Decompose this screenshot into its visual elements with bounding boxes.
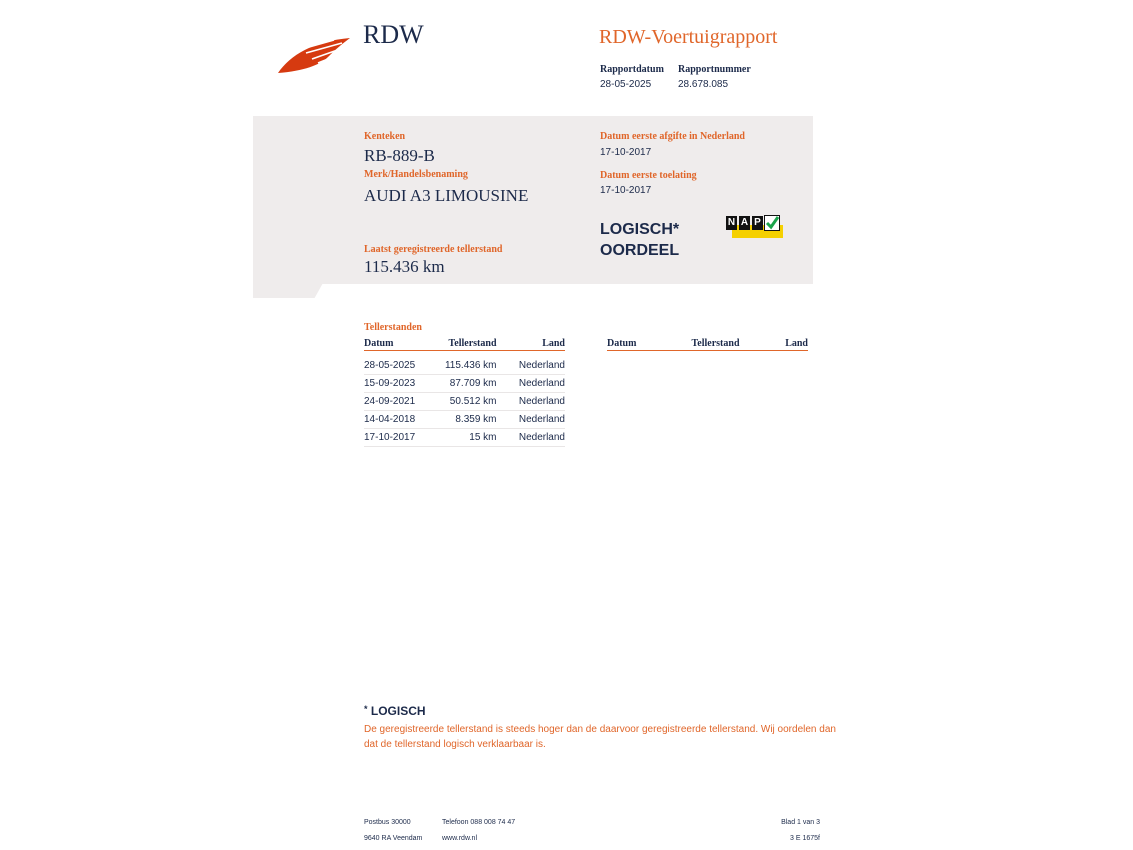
col-header-reading: Tellerstand [448, 338, 497, 349]
cell-reading: 115.436 km [444, 360, 497, 371]
table-row [364, 394, 565, 411]
footer-page-number: Blad 1 van 3 [781, 819, 820, 826]
cell-reading: 87.709 km [449, 378, 497, 389]
report-date-label: Rapportdatum [600, 64, 664, 75]
col-header-date: Datum [364, 338, 394, 349]
footnote-marker: * [364, 704, 368, 714]
footnote-text-line-1: De geregistreerde tellerstand is steeds hoger dan de daarvoor geregistreerde tellerstand. Wij oordelen dan [364, 724, 836, 735]
col-header-country: Land [785, 338, 808, 349]
col-header-date: Datum [607, 338, 637, 349]
cell-reading: 8.359 km [455, 414, 497, 425]
readings-section-title: Tellerstanden [364, 322, 422, 333]
odometer-value: 115.436 km [364, 257, 445, 276]
footer-phone: Telefoon 088 008 74 47 [442, 819, 516, 826]
plate-label: Kenteken [364, 131, 406, 142]
cell-date: 14-04-2018 [364, 414, 416, 425]
nap-letter-a: A [740, 217, 749, 228]
report-title: RDW-Voertuigrapport [599, 26, 778, 48]
col-header-reading: Tellerstand [691, 338, 740, 349]
first-admission-date: 17-10-2017 [600, 185, 652, 196]
table-row [364, 430, 565, 447]
table-row [364, 358, 565, 375]
report-number-label: Rapportnummer [678, 64, 751, 75]
cell-date: 24-09-2021 [364, 396, 416, 407]
readings-table-header [364, 338, 565, 351]
first-issue-nl-date: 17-10-2017 [600, 147, 652, 158]
report-number: 28.678.085 [678, 79, 729, 90]
cell-date: 15-09-2023 [364, 378, 416, 389]
cell-date: 28-05-2025 [364, 360, 416, 371]
table-row [364, 376, 565, 393]
cell-country: Nederland [518, 360, 565, 371]
checkmark-icon [764, 215, 780, 231]
footer-postbus: Postbus 30000 [364, 819, 411, 826]
footnote-title: LOGISCH [370, 704, 426, 718]
make-model: AUDI A3 LIMOUSINE [364, 186, 529, 205]
make-label: Merk/Handelsbenaming [364, 169, 468, 180]
rdw-logo-icon [276, 35, 354, 75]
table-row [364, 412, 565, 429]
odometer-label: Laatst geregistreerde tellerstand [364, 244, 503, 255]
nap-letter-n: N [727, 217, 736, 228]
nap-badge [726, 215, 784, 239]
footer-code: 3 E 1675f [790, 835, 820, 842]
license-plate: RB-889-B [364, 146, 435, 165]
cell-country: Nederland [518, 378, 565, 389]
footnote-heading [364, 704, 426, 718]
footer-address: 9640 RA Veendam [364, 835, 423, 842]
readings-table-header [607, 338, 808, 351]
verdict-line-2: OORDEEL [600, 242, 680, 259]
cell-country: Nederland [518, 414, 565, 425]
cell-country: Nederland [518, 432, 565, 443]
verdict-line-1: LOGISCH* [600, 221, 680, 238]
footer-website[interactable]: www.rdw.nl [442, 835, 478, 842]
col-header-country: Land [542, 338, 565, 349]
first-issue-nl-label: Datum eerste afgifte in Nederland [600, 131, 745, 142]
panel-tab [253, 283, 323, 298]
first-admission-label: Datum eerste toelating [600, 170, 697, 181]
cell-date: 17-10-2017 [364, 432, 416, 443]
readings-table [364, 338, 565, 447]
nap-letter-p: P [752, 216, 763, 230]
brand-name: RDW [363, 20, 424, 49]
cell-reading: 15 km [469, 432, 497, 443]
cell-reading: 50.512 km [449, 396, 497, 407]
footnote-text-line-2: dat de tellerstand logisch verklaarbaar is. [364, 739, 546, 750]
report-date: 28-05-2025 [600, 79, 652, 90]
readings-table-continued [607, 338, 808, 351]
cell-country: Nederland [518, 396, 565, 407]
